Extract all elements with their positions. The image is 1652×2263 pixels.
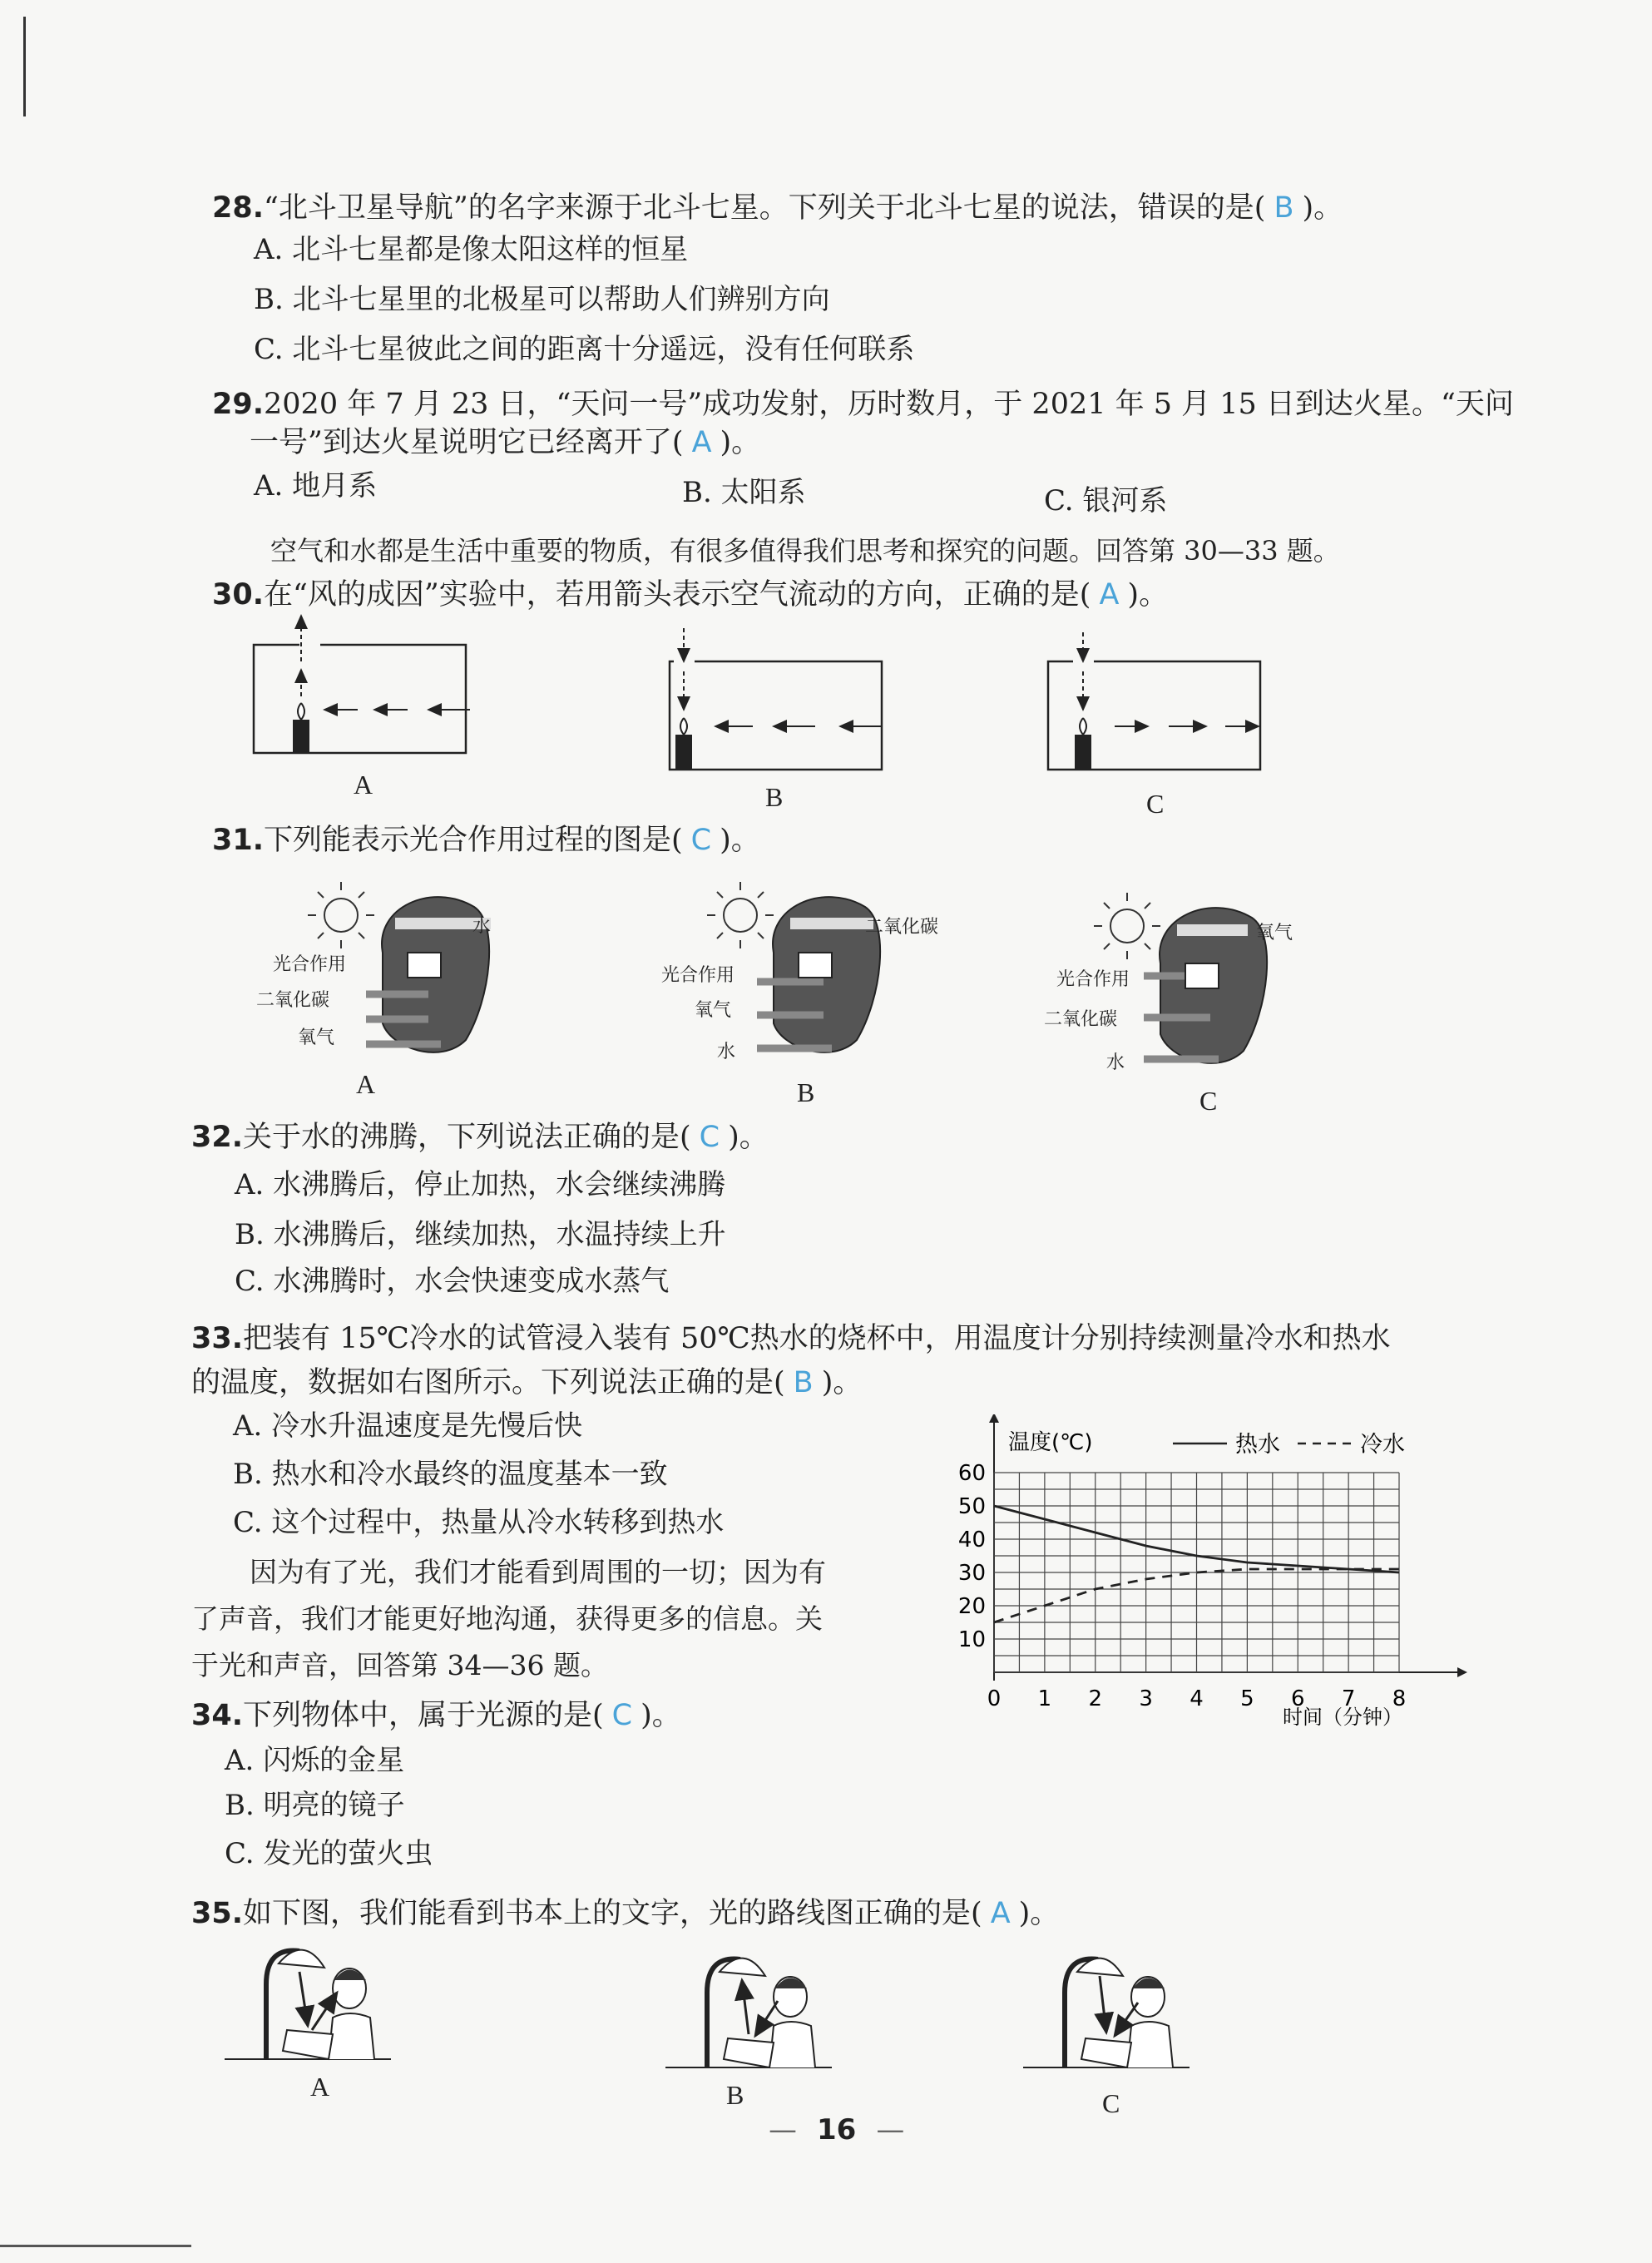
question-end: )。 <box>720 824 760 857</box>
label-1: 光合作用 <box>661 965 735 986</box>
answer-mark: B <box>1274 191 1294 225</box>
legend-cold: 冷水 <box>1360 1432 1405 1458</box>
question-number: 33. <box>191 1322 244 1355</box>
option-c: C. 这个过程中，热量从冷水转移到热水 <box>233 1506 725 1539</box>
figure-label-c: C <box>1199 1086 1218 1116</box>
x-tick-label: 7 <box>1341 1686 1356 1711</box>
figure-label-b: B <box>765 782 784 812</box>
option-c: C. 银河系 <box>1044 484 1168 517</box>
question-number: 34. <box>191 1699 244 1732</box>
option-b: B. 太阳系 <box>682 476 806 509</box>
option-c: C. 北斗七星彼此之间的距离十分遥远，没有任何联系 <box>254 333 915 366</box>
y-tick-label: 20 <box>957 1594 986 1619</box>
question-end: )。 <box>720 426 761 459</box>
label-1: 光合作用 <box>1056 969 1130 990</box>
answer-mark: B <box>793 1366 814 1399</box>
label-top: 水 <box>472 916 492 937</box>
intro-34-36-line3: 于光和声音，回答第 34—36 题。 <box>191 1649 608 1681</box>
figure-label-b: B <box>797 1077 815 1107</box>
legend-hot: 热水 <box>1235 1432 1280 1458</box>
question-text: 一号”到达火星说明它已经离开了( <box>250 426 684 459</box>
intro-30-33: 空气和水都是生活中重要的物质，有很多值得我们思考和探究的问题。回答第 30—33 题。 <box>270 535 1340 567</box>
option-a: A. 水沸腾后，停止加热，水会继续沸腾 <box>235 1168 726 1201</box>
x-tick-label: 3 <box>1139 1686 1153 1711</box>
label-3: 水 <box>717 1042 736 1062</box>
scan-edge-line <box>23 17 26 116</box>
question-end: )。 <box>641 1699 681 1732</box>
label-2: 二氧化碳 <box>1044 1009 1118 1030</box>
photosynthesis-figure-b <box>657 878 973 1077</box>
label-top: 氧气 <box>1256 923 1293 943</box>
photosynthesis-figure-c <box>1044 889 1318 1088</box>
option-b: B. 北斗七星里的北极星可以帮助人们辨别方向 <box>254 283 830 316</box>
option-a: A. 北斗七星都是像太阳这样的恒星 <box>254 233 689 266</box>
question-number: 29. <box>212 388 265 421</box>
y-tick-label: 30 <box>957 1561 986 1586</box>
option-c: C. 水沸腾时，水会快速变成水蒸气 <box>235 1265 670 1298</box>
label-2: 氧气 <box>695 1000 732 1021</box>
figure-label-a: A <box>310 2072 330 2102</box>
question-text: 下列物体中，属于光源的是( <box>243 1699 604 1732</box>
question-28 <box>212 190 1343 226</box>
x-tick-label: 8 <box>1392 1686 1407 1711</box>
y-axis-label: 温度(℃) <box>1008 1430 1093 1455</box>
question-end: )。 <box>728 1121 769 1154</box>
intro-34-36-line1: 因为有了光，我们才能看到周围的一切；因为有 <box>250 1556 826 1588</box>
sun-icon <box>324 899 358 932</box>
x-tick-label: 4 <box>1190 1686 1204 1711</box>
figure-label-a: A <box>356 1069 376 1099</box>
x-tick-label: 5 <box>1240 1686 1254 1711</box>
option-a: A. 闪烁的金星 <box>225 1744 405 1777</box>
x-tick-label: 6 <box>1290 1686 1305 1711</box>
figure-label-c: C <box>1102 2088 1120 2118</box>
question-34 <box>191 1697 681 1734</box>
reading-figure-c <box>1023 1958 1190 2067</box>
y-tick-label: 40 <box>957 1528 986 1552</box>
option-b: B. 热水和冷水最终的温度基本一致 <box>233 1458 668 1491</box>
y-tick-label: 60 <box>957 1461 986 1486</box>
answer-mark: C <box>690 824 712 857</box>
question-33-line2 <box>191 1364 862 1401</box>
question-end: )。 <box>1302 191 1343 225</box>
option-a: A. 冷水升温速度是先慢后快 <box>233 1409 583 1443</box>
question-33 <box>191 1320 1391 1357</box>
question-number: 28. <box>212 191 265 225</box>
question-text: “北斗卫星导航”的名字来源于北斗七星。下列关于北斗七星的说法，错误的是( <box>264 191 1266 225</box>
temperature-chart <box>940 1414 1472 1747</box>
x-tick-label: 0 <box>987 1686 1002 1711</box>
question-end: )。 <box>1018 1897 1060 1930</box>
question-text: 下列能表示光合作用过程的图是( <box>264 824 683 857</box>
question-text: 如下图，我们能看到书本上的文字，光的路线图正确的是( <box>243 1897 982 1930</box>
question-text: 关于水的沸腾，下列说法正确的是( <box>243 1121 691 1154</box>
photosynthesis-figure-a <box>250 874 549 1073</box>
label-3: 氧气 <box>298 1028 335 1048</box>
figure-label-b: B <box>726 2080 744 2110</box>
option-b: B. 水沸腾后，继续加热，水温持续上升 <box>235 1218 726 1251</box>
question-text: 2020 年 7 月 23 日，“天问一号”成功发射，历时数月，于 2021 年 5 月 15 日到达火星。“天问 <box>264 388 1514 421</box>
figure-label-c: C <box>1146 789 1165 819</box>
page-number-value: 16 <box>817 2113 857 2147</box>
question-29-line2 <box>250 424 760 461</box>
x-tick-label: 2 <box>1088 1686 1103 1711</box>
x-tick-label: 1 <box>1037 1686 1052 1711</box>
answer-mark: A <box>691 426 712 459</box>
question-end: )。 <box>1127 578 1169 612</box>
label-2: 二氧化碳 <box>256 990 330 1011</box>
option-b: B. 明亮的镜子 <box>225 1789 405 1822</box>
intro-34-36-line2: 了声音，我们才能更好地沟通，获得更多的信息。关 <box>191 1602 823 1635</box>
question-text: 的温度，数据如右图所示。下列说法正确的是( <box>191 1366 785 1399</box>
question-31 <box>212 822 760 859</box>
question-text: 在“风的成因”实验中，若用箭头表示空气流动的方向，正确的是( <box>264 578 1091 612</box>
page-number: — 16 — <box>769 2113 905 2147</box>
figure-label-a: A <box>354 770 373 800</box>
question-32 <box>191 1119 769 1156</box>
y-tick-label: 50 <box>957 1494 986 1519</box>
sun-icon <box>1110 909 1144 943</box>
x-axis-label: 时间（分钟） <box>1283 1706 1402 1729</box>
question-number: 32. <box>191 1121 244 1154</box>
question-number: 35. <box>191 1897 244 1930</box>
reading-figure-b <box>665 1958 832 2067</box>
wind-figure-b <box>670 628 882 770</box>
reading-light-figures <box>216 1934 1231 2084</box>
answer-mark: C <box>611 1699 633 1732</box>
label-top: 二氧化碳 <box>865 917 939 938</box>
answer-mark: C <box>699 1121 720 1154</box>
question-number: 31. <box>212 824 265 857</box>
question-29 <box>212 386 1514 423</box>
wind-figure-c <box>1048 632 1260 770</box>
label-3: 水 <box>1106 1052 1125 1073</box>
question-number: 30. <box>212 578 265 612</box>
question-text: 把装有 15℃冷水的试管浸入装有 50℃热水的烧杯中，用温度计分别持续测量冷水和热水 <box>243 1322 1391 1355</box>
scan-edge-bottom <box>0 2245 191 2247</box>
label-1: 光合作用 <box>273 954 347 975</box>
option-a: A. 地月系 <box>254 469 378 503</box>
question-end: )。 <box>821 1366 863 1399</box>
answer-mark: A <box>990 1897 1011 1930</box>
y-tick-label: 10 <box>957 1627 986 1652</box>
reading-figure-a <box>225 1950 391 2059</box>
sun-icon <box>724 899 757 932</box>
wind-figure-a <box>254 616 470 753</box>
option-c: C. 发光的萤火虫 <box>225 1837 433 1870</box>
question-35 <box>191 1895 1059 1932</box>
answer-mark: A <box>1099 578 1120 612</box>
